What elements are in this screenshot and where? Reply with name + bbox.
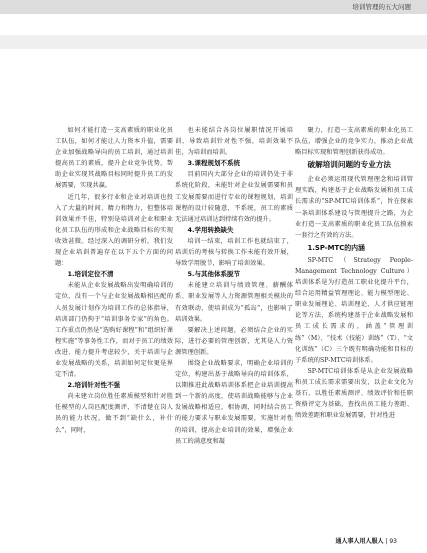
section-heading: 5.与其他体系脱节	[187, 270, 240, 279]
paragraph: SP-MTC（Strategy People-Management Technology Culture）培训体系是为打造员工职业化提升平台，综合运用精益管理理论、能力模型理论、职业发展理论、培训理论、人才供应链理论等方法，系统构建基于企业战略发展和员工成长需求的，涵盖“管理训练”（M）、“技术（技能）训练”（T）、“文化训练”（C）三个既有明确功能和目标的子系统的SP-MTC培训体系。	[295, 256, 413, 364]
paragraph: 企业必须运用现代管理理念和培训管理实践，构建基于企业战略发展和员工成长需求的“SP-MTC培训体系”，旨在探索一条培训体系建设与管理提升之路，为企业打造一支高素质的职业化员工队伍摸索一套行之有效的方法。	[295, 176, 413, 239]
paragraph: 如何才能打造一支高素质的职业化员工队伍，如何才能让人力资本升值，需要企业加强战略导向的员工培训，通过培训提高员工的素质，提升企业竞争优势，帮助企业实现其战略目标同时提升员工的发展需要，实现共赢。	[55, 127, 173, 190]
paragraph: 培训一结束，培训工作也就结束了，培训后的考核与转换工作未能有效开展，导致学用脱节，影响了培训效果。	[175, 237, 293, 268]
column-2	[175, 125, 293, 447]
page-footer	[335, 536, 397, 545]
paragraph: 目前国内大部分企业的培训仍处于非系统化阶段，未能针对企业发展需要和员工发展需要而进行专业的课程规划，培训课程的设计较随意，不系统，员工的素质无法通过培训达到持续有效的提升。	[175, 171, 293, 223]
paragraph: 未能建立培训与绩效管理、薪酬体系、职业发展等人力资源管理相关模块的有效联动，使培训成为“孤岛”，也影响了培训效果。	[175, 282, 293, 323]
page-number: 93	[389, 538, 397, 545]
running-header-title: 培训管理的五大问题	[352, 3, 411, 11]
paragraph: SP-MTC培训体系是从企业发展战略和员工成长需求需要出发，以企业文化为基石，以胜任素质测评、绩效评价和任职资格评定为基础，查找出员工能力差距、绩效差距和职业发展需要，针对性进	[295, 367, 413, 420]
paragraph: 未能从企业发展战略出发明确培训的定位，没有一个与企业发展战略相匹配的人员发展计划作为培训工作的总体指导，培训部门仍拘于“培训事务专家”的角色。工作重点仍然是“选购好课程”和“组织好课程实施”等事务性工作，而对于员工的绩效改进、能力提升考虑较少，关于培训与企业发展战略的关系，培训如何定位更是界定不清。	[55, 282, 173, 379]
footer-separator: |	[385, 538, 388, 545]
column-3	[295, 125, 413, 421]
section-heading: 4.学用转换缺失	[187, 225, 234, 234]
paragraph: 近几年，很多行业和企业对培训也投入了大量的时间、精力和物力，但整体培训效果并不佳，特别是培训对企业和职业化员工队伍的形成和企业战略目标的实现收效甚微。经过深入的调研分析，我们发现企业培训普遍存在以下五个方面的问题：	[55, 193, 173, 268]
column-1	[55, 125, 173, 436]
publication-name: 通人事人用人服人	[335, 538, 384, 545]
header-band	[0, 0, 427, 14]
section-heading: 2.培训针对性不强	[67, 381, 120, 390]
section-heading: 1.SP-MTC的内涵	[307, 243, 365, 252]
header-rule	[0, 35, 427, 49]
paragraph: 要解决上述问题，必须结合企业的实际，进行必要的管理创新，尤其是人力资源管理创新。	[175, 326, 293, 356]
paragraph: 聚力，打造一支高素质的职业化员工队伍，增强企业的竞争实力，推动企业战略目标实现和管理创新获得成功。	[295, 127, 413, 157]
paragraph: 也未能结合各岗位履职情况开展培训，导致培训针对性不强，培训效果不佳，为培训而培训。	[175, 127, 293, 157]
section-heading: 1.培训定位不清	[67, 270, 114, 279]
major-heading: 破解培训问题的专业方法	[307, 160, 392, 170]
paragraph: 围绕企业战略要求，明确企业培训的定位，构建出基于战略导向的培训体系，以期推进此战略培训体系把企业培训提高到一个新的高度，使培训战略能够与企业发展战略相适应，相协调，同时结合员工的能力要求与职业发展需要，实施针对性的培训，提高企业培训的效果，增强企业员工的满意度和凝	[175, 359, 293, 445]
section-heading: 3.课程规划不系统	[187, 159, 240, 168]
paragraph: 尚未建立岗位胜任素质模型和针对胜任模型的人岗匹配度测评，不清楚在岗人员的能力状况，做不到“缺什么，补什么”，同时，	[55, 393, 173, 434]
